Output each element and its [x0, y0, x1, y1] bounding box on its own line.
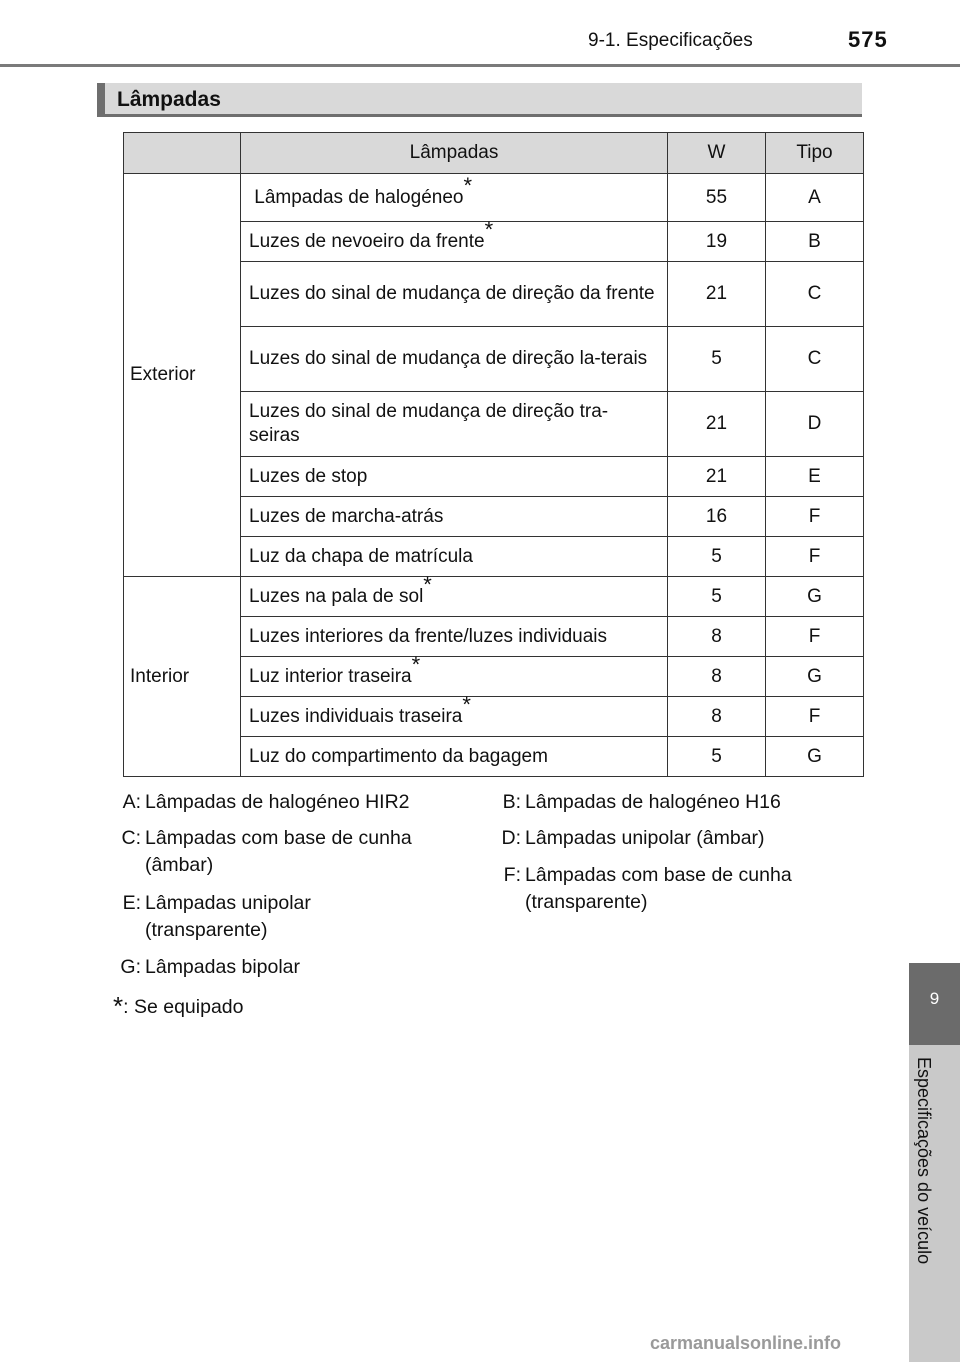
bulb-name: Luz do compartimento da bagagem	[241, 737, 668, 777]
group-cell-exterior: Exterior	[124, 174, 241, 577]
footnote-text: : Se equipado	[123, 996, 244, 1018]
bulb-name: Luzes de nevoeiro da frente*	[241, 222, 668, 262]
type-cell: G	[766, 657, 864, 697]
header-cell-watts: W	[668, 133, 766, 174]
section-heading	[97, 83, 862, 117]
watt-cell: 21	[668, 392, 766, 457]
type-cell: F	[766, 537, 864, 577]
type-cell: G	[766, 577, 864, 617]
type-cell: F	[766, 617, 864, 657]
bulb-name: Luzes de stop	[241, 457, 668, 497]
bulb-name: Lâmpadas de halogéneo*	[241, 174, 668, 222]
type-cell: C	[766, 327, 864, 392]
footnote-star: *	[411, 652, 421, 678]
type-cell: D	[766, 392, 864, 457]
header-divider	[0, 64, 960, 67]
watt-cell: 5	[668, 737, 766, 777]
bulb-spec-table	[123, 132, 864, 777]
type-cell: A	[766, 174, 864, 222]
watt-cell: 5	[668, 327, 766, 392]
bulb-name: Luz da chapa de matrícula	[241, 537, 668, 577]
watt-cell: 8	[668, 657, 766, 697]
watermark: carmanualsonline.info	[650, 1333, 842, 1353]
watt-cell: 5	[668, 537, 766, 577]
watt-cell: 8	[668, 617, 766, 657]
type-cell: B	[766, 222, 864, 262]
watt-cell: 19	[668, 222, 766, 262]
bulb-name: Luzes individuais traseira*	[241, 697, 668, 737]
type-cell: F	[766, 697, 864, 737]
chapter-number: 9	[929, 989, 940, 1008]
bulb-name: Luzes do sinal de mudança de direção la-terais	[241, 327, 668, 392]
section-title: Lâmpadas	[117, 88, 221, 111]
bulb-name: Luzes de marcha-atrás	[241, 497, 668, 537]
watt-cell: 55	[668, 174, 766, 222]
footnote-star: *	[462, 692, 471, 718]
bulb-name: Luzes na pala de sol*	[241, 577, 668, 617]
footnote-star-symbol: *	[113, 991, 124, 1021]
header-cell-group	[124, 133, 241, 174]
footnote-star: *	[484, 217, 494, 243]
header-cell-bulbs: Lâmpadas	[241, 133, 668, 174]
type-cell: G	[766, 737, 864, 777]
page-number: 575	[848, 27, 888, 52]
type-cell: F	[766, 497, 864, 537]
type-cell: E	[766, 457, 864, 497]
watt-cell: 8	[668, 697, 766, 737]
bulb-name: Luz interior traseira*	[241, 657, 668, 697]
table-row	[124, 577, 864, 617]
watt-cell: 5	[668, 577, 766, 617]
group-cell-interior: Interior	[124, 577, 241, 777]
table-header-row	[124, 133, 864, 174]
table-row	[124, 174, 864, 222]
header-cell-type: Tipo	[766, 133, 864, 174]
footnote-star: *	[463, 173, 473, 199]
chapter-label: Especificações do veículo	[914, 1057, 934, 1265]
watt-cell: 21	[668, 262, 766, 327]
watt-cell: 21	[668, 457, 766, 497]
bulb-name: Luzes do sinal de mudança de direção da frente	[241, 262, 668, 327]
chapter-tab	[909, 963, 960, 1045]
running-header-title: 9-1. Especificações	[588, 30, 753, 51]
bulb-name: Luzes do sinal de mudança de direção tra-seiras	[241, 392, 668, 457]
bulb-name: Luzes interiores da frente/luzes individuais	[241, 617, 668, 657]
watt-cell: 16	[668, 497, 766, 537]
type-cell: C	[766, 262, 864, 327]
footnote	[113, 989, 243, 1020]
footnote-star: *	[423, 572, 432, 598]
chapter-label-strip	[909, 1045, 960, 1362]
